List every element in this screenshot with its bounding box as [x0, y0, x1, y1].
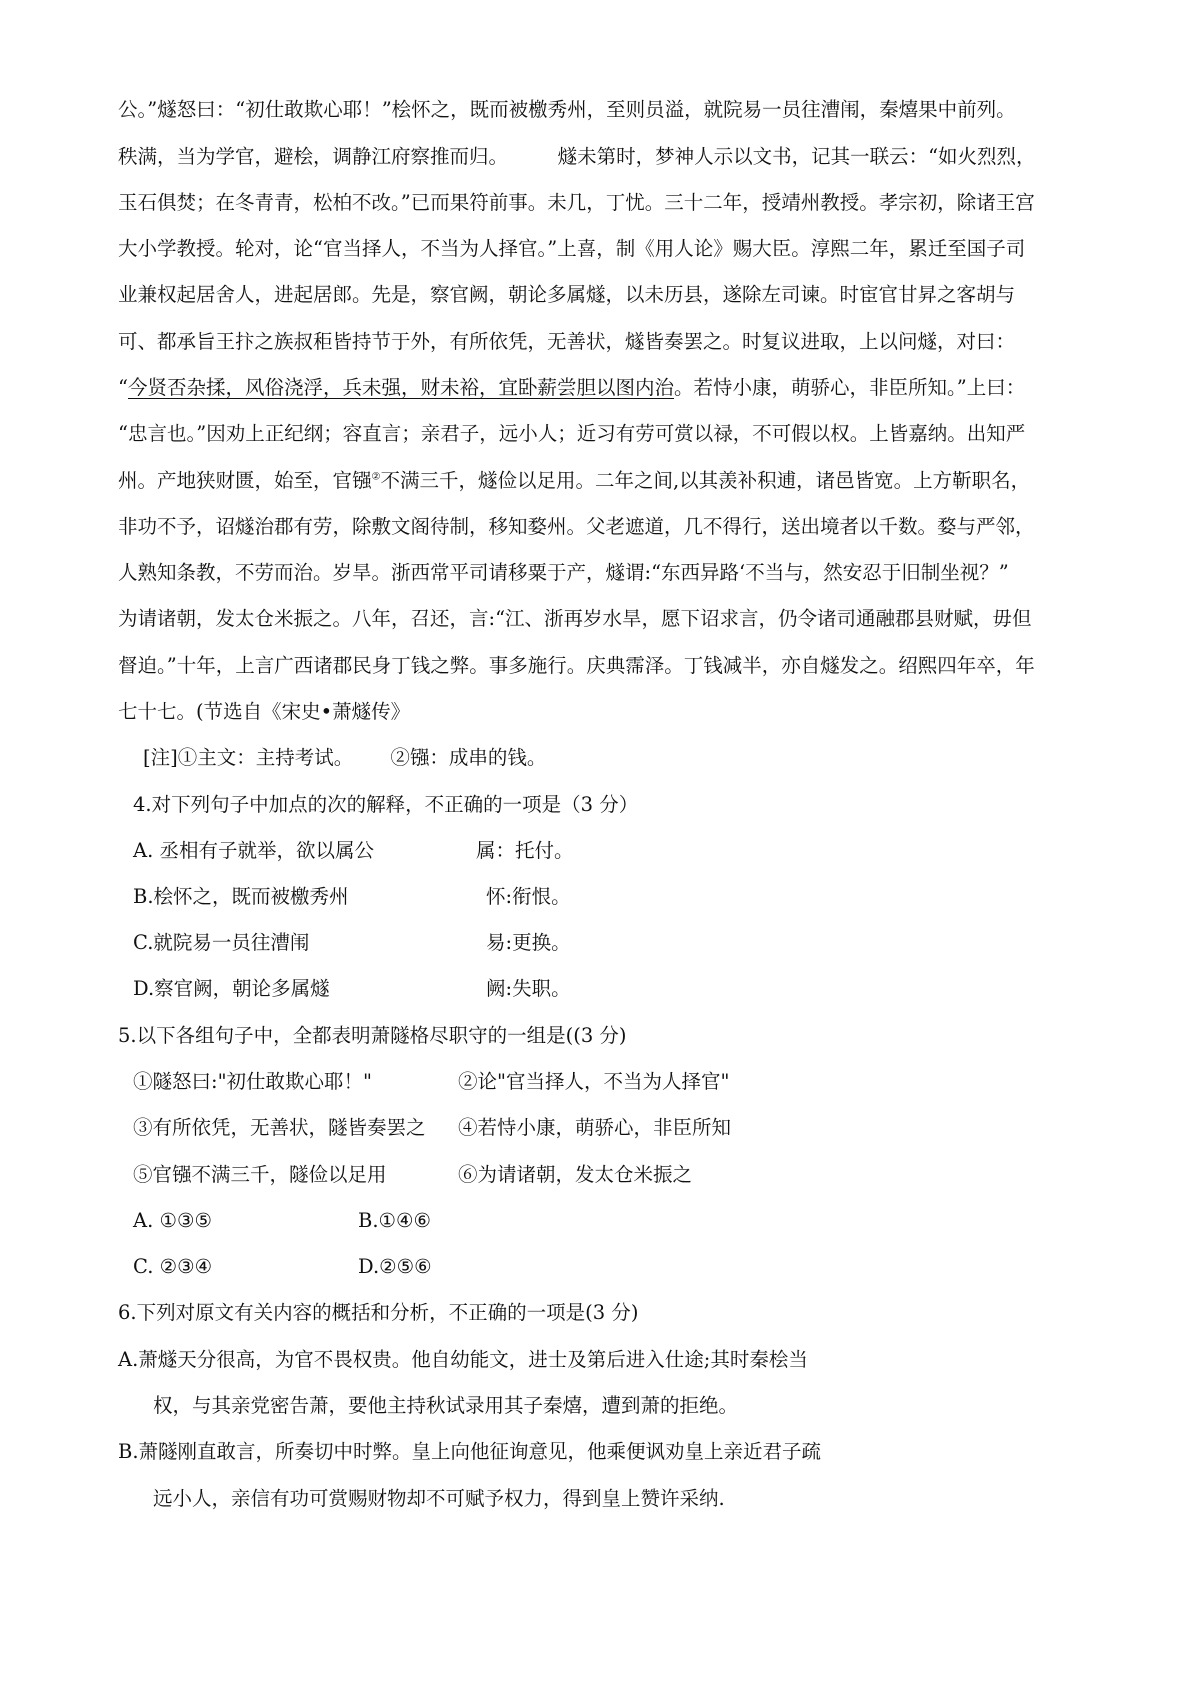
q4-option-c: C.就院易一员往漕闱: [133, 931, 310, 954]
footnotes: [注]①主文：主持考试。 ②镪：成串的钱。: [143, 746, 547, 769]
q4-stem: 4.对下列句子中加点的次的解释，不正确的一项是（3 分）: [133, 793, 639, 816]
passage-line-4: 大小学教授。轮对，论“官当择人，不当为人择官。”上喜，制《用人论》赐大臣。淳熙二年，累迁至国子司: [118, 237, 1026, 260]
passage-line-2: 秩满，当为学官，避桧，调静江府察推而归。 燧未第时，梦神人示以文书，记其一联云：“如火烈烈，: [118, 145, 1036, 168]
footnote-marker: ②: [371, 471, 381, 483]
passage-line-5: 业兼权起居舍人，进起居郎。先是，察官阙，朝论多属燧，以未历县，遂除左司谏。时宦官甘昇之客胡与: [118, 283, 1016, 306]
q6-option-a-line-2: 权，与其亲党密告萧，要他主持秋试录用其子秦熺，遭到萧的拒绝。: [153, 1394, 739, 1417]
q4-option-d-gloss: 阙:失职。: [486, 977, 571, 1000]
passage-line-8: “忠言也。”因劝上正纪纲；容直言；亲君子，远小人；近习有劳可赏以禄，不可假以权。上皆嘉纳。出知严: [118, 422, 1026, 445]
passage-line-6: 可、都承旨王抃之族叔秬皆持节于外，有所依凭，无善状，燧皆奏罢之。时复议进取，上以问燧，对曰：: [118, 330, 1016, 353]
q4-option-d: D.察官阙，朝论多属燧: [133, 977, 330, 1000]
q6-stem: 6.下列对原文有关内容的概括和分析，不正确的一项是(3 分): [118, 1301, 639, 1324]
passage-line-14: 七十七。(节选自《宋史•萧燧传》: [118, 700, 411, 723]
q5-item-2: ②论"官当择人，不当为人择官": [458, 1070, 730, 1093]
passage-line-7-rest: 。若恃小康，萌骄心，非臣所知。”上曰：: [674, 376, 1026, 399]
passage-line-9-b: 不满三千，燧俭以足用。二年之间,以其羡补积逋，诸邑皆宽。上方靳职名，: [380, 469, 1031, 492]
passage-line-13: 督迫。”十年，上言广西诸郡民身丁钱之弊。事多施行。庆典霈泽。丁钱减半，亦自燧发之。绍熙四年卒，年: [118, 654, 1035, 677]
q4-option-a: A. 丞相有子就举，欲以属公: [133, 839, 374, 862]
q5-choice-c: C. ②③④: [133, 1255, 213, 1278]
q4-option-b-gloss: 怀:衔恨。: [486, 885, 571, 908]
passage-line-9: [118, 467, 1030, 495]
q4-option-b: B.桧怀之，既而被檄秀州: [133, 885, 349, 908]
quote-open: “: [118, 376, 128, 399]
q5-choice-d: D.②⑤⑥: [358, 1255, 432, 1278]
passage-line-11: 人熟知条教，不劳而治。岁旱。浙西常平司请移粟于产，燧谓:“东西异路‘不当与，然安忍于旧制坐视？”: [118, 561, 1009, 584]
passage-line-3: 玉石俱焚；在冬青青，松柏不改。”已而果符前事。未几，丁忧。三十二年，授靖州教授。孝宗初，除诸王宫: [118, 191, 1035, 214]
passage-line-9-a: 州。产地狭财匮，始至，官镪: [118, 469, 372, 492]
passage-line-1: 公。”燧怒曰：“初仕敢欺心耶！”桧怀之，既而被檄秀州，至则员溢，就院易一员往漕闱，秦熺果中前列。: [118, 98, 1016, 121]
passage-line-12: 为请诸朝，发太仓米振之。八年，召还，言:“江、浙再岁水旱，愿下诏求言，仍令诸司通融郡县财赋，毋但: [118, 607, 1032, 630]
q5-choice-b: B.①④⑥: [358, 1209, 431, 1232]
q4-option-a-gloss: 属：托付。: [476, 839, 574, 862]
q5-item-3: ③有所依凭，无善状，隧皆奏罢之: [133, 1116, 426, 1139]
q4-option-c-gloss: 易:更换。: [486, 931, 571, 954]
q5-stem: 5.以下各组句子中，全都表明萧隧格尽职守的一组是((3 分): [118, 1024, 627, 1047]
q6-option-a-line-1: A.萧燧天分很高，为官不畏权贵。他自幼能文，进士及第后进入仕途;其时秦桧当: [118, 1348, 808, 1371]
q5-item-4: ④若恃小康，萌骄心，非臣所知: [458, 1116, 732, 1139]
passage-line-7: [118, 374, 1025, 402]
underlined-sentence: 今贤否杂揉，风俗浇浮，兵未强，财未裕，宜卧薪尝胆以图内治: [127, 376, 674, 399]
q5-item-6: ⑥为请诸朝，发太仓米振之: [458, 1163, 693, 1186]
q5-item-1: ①隧怒曰:"初仕敢欺心耶！": [133, 1070, 373, 1093]
q5-item-5: ⑤官镪不满三千，隧俭以足用: [133, 1163, 387, 1186]
q6-option-b-line-2: 远小人，亲信有功可赏赐财物却不可赋予权力，得到皇上赞许采纳.: [153, 1487, 725, 1510]
passage-line-10: 非功不予，诏燧治郡有劳，除敷文阁待制，移知婺州。父老遮道，几不得行，送出境者以千数。婺与严邻，: [118, 515, 1035, 538]
q5-choice-a: A. ①③⑤: [133, 1209, 212, 1232]
q6-option-b-line-1: B.萧隧刚直敢言，所奏切中时弊。皇上向他征询意见，他乘便讽劝皇上亲近君子疏: [118, 1440, 822, 1463]
